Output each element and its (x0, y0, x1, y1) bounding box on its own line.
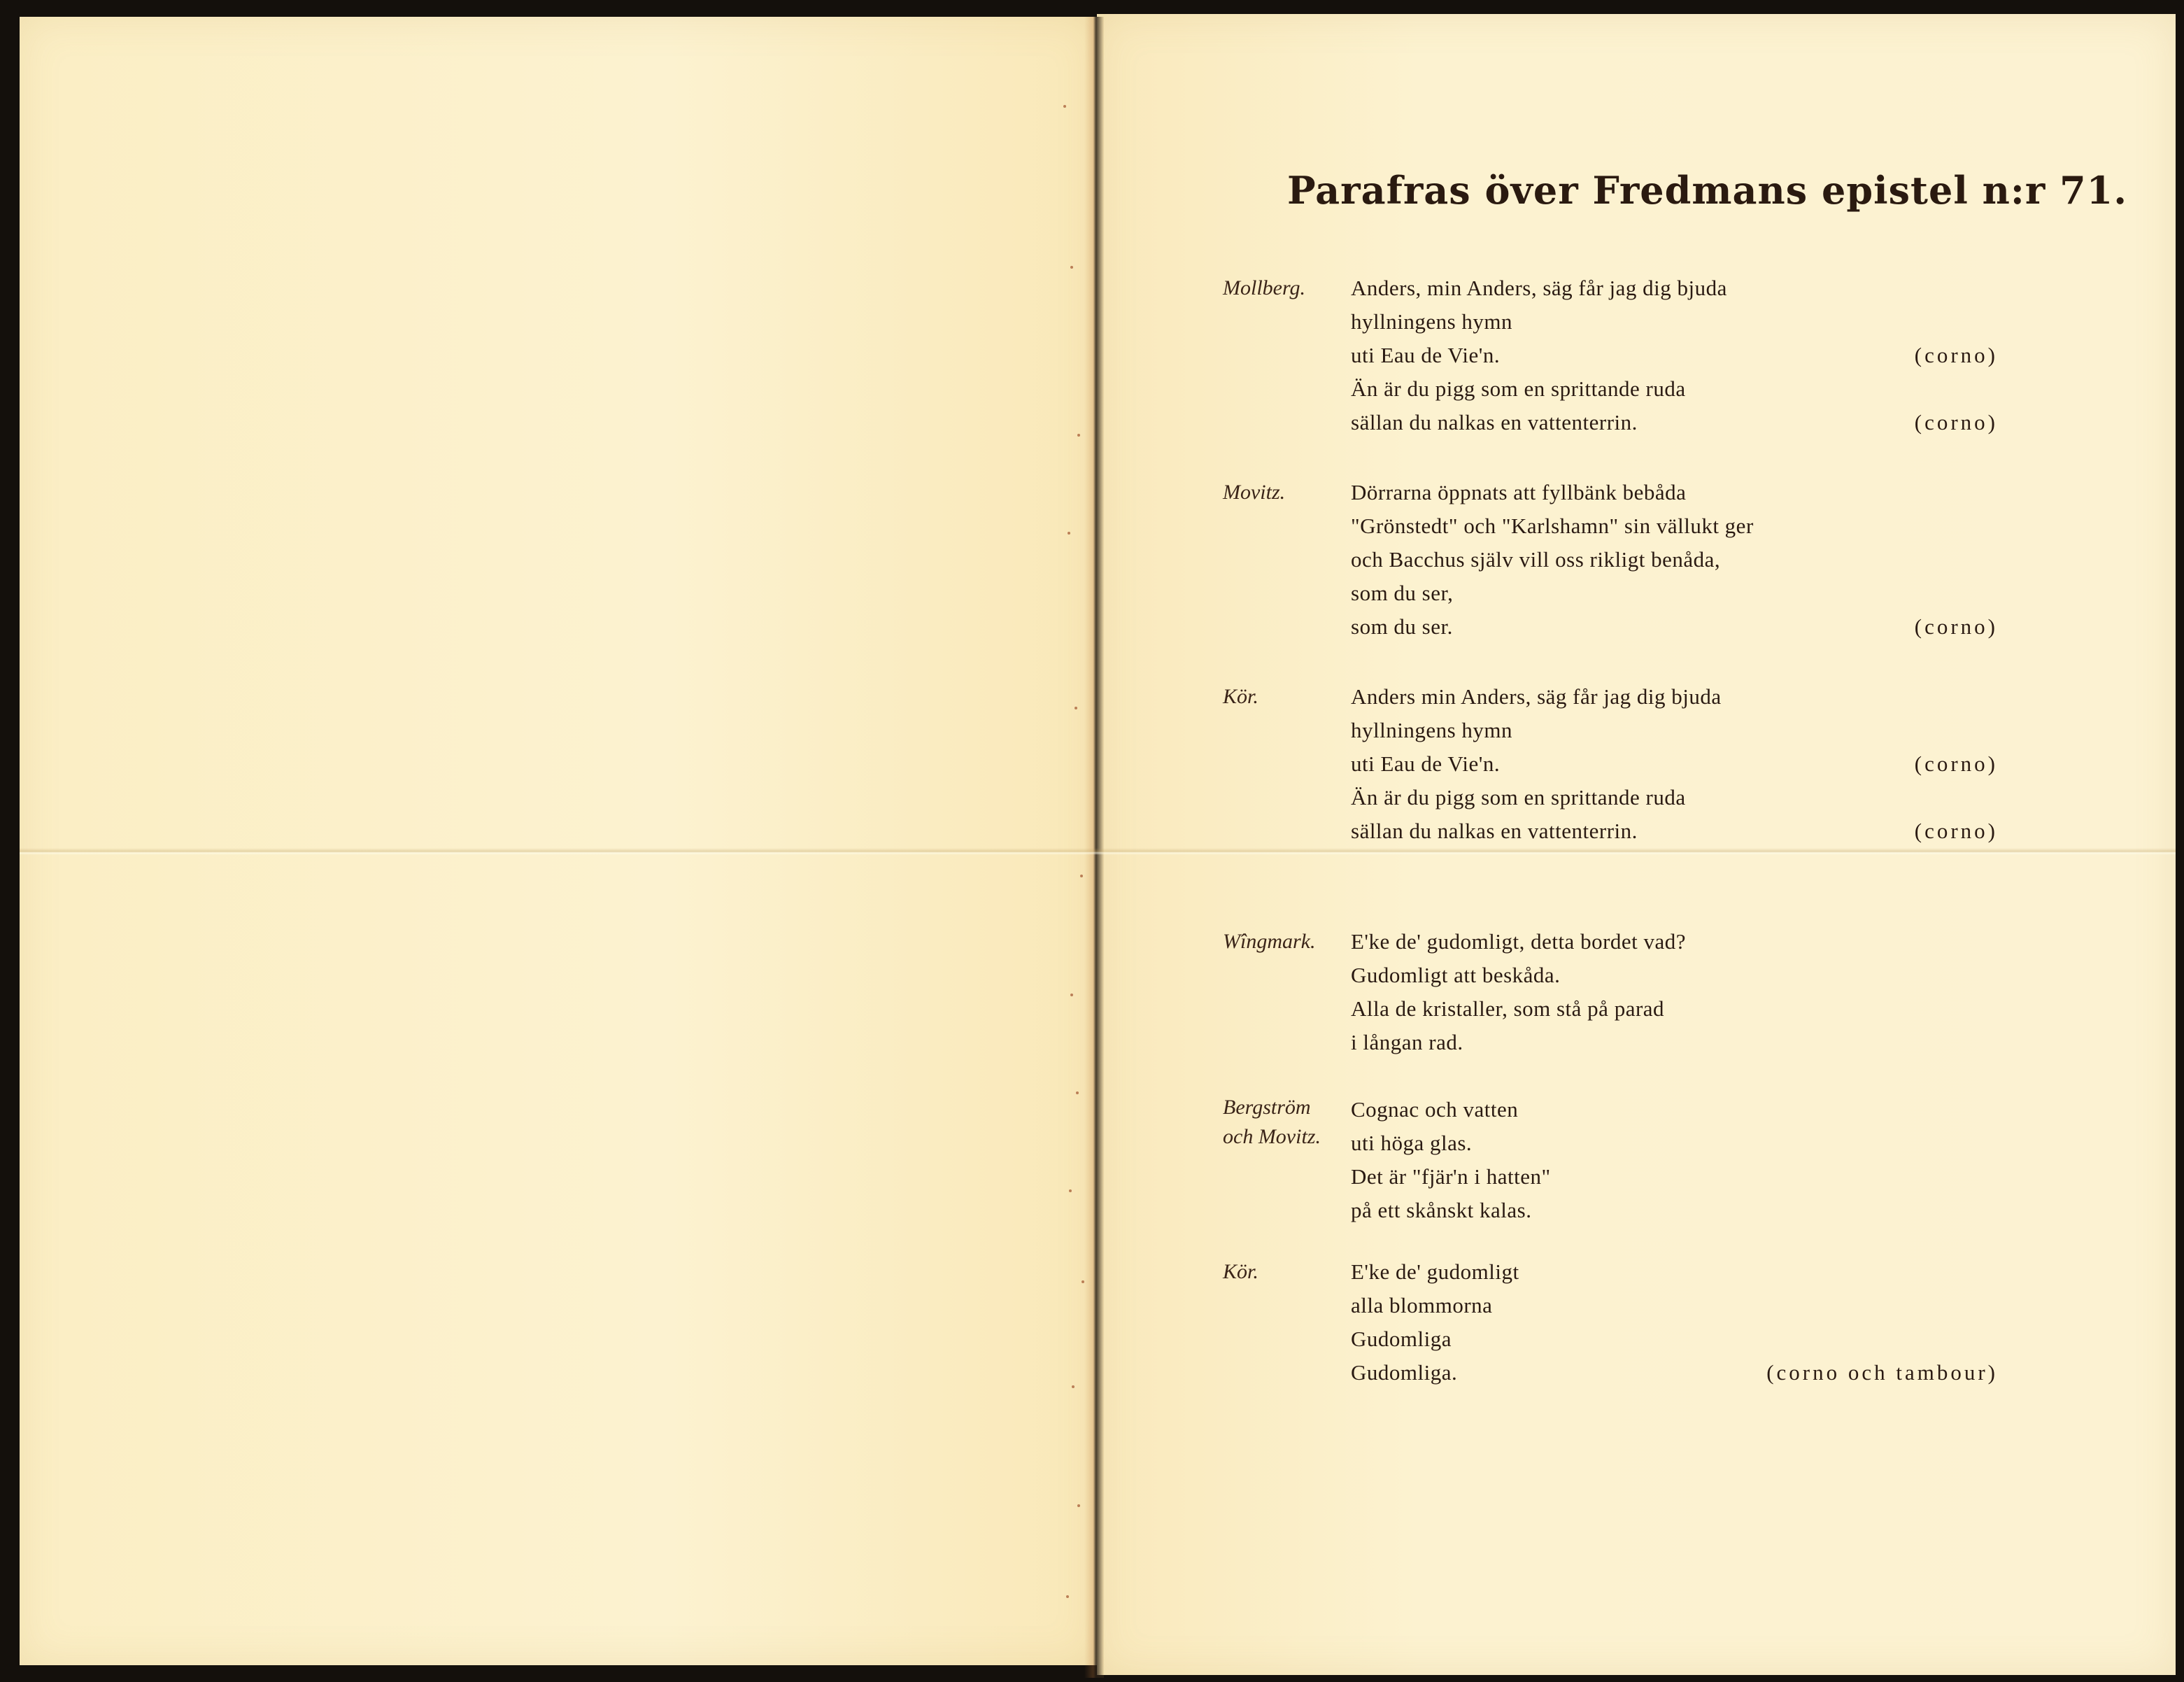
verse-line: Anders min Anders, säg får jag dig bjuda (1351, 684, 1722, 709)
speaker-name: Mollberg. (1223, 276, 1306, 299)
verse-line: på ett skånskt kalas. (1351, 1198, 1532, 1222)
verse-line: som du ser, (1351, 581, 1454, 605)
speaker-name: Bergström och Movitz. (1223, 1096, 1321, 1148)
verse-line: Gudomligt att beskåda. (1351, 963, 1561, 987)
corno-note: (corno) (1914, 614, 1998, 639)
speaker-name: Kör. (1223, 1260, 1258, 1283)
horizontal-fold (20, 848, 2176, 855)
stanza-lines (1351, 476, 1998, 644)
verse-line: E'ke de' gudomligt, detta bordet vad? (1351, 929, 1687, 954)
verse-line: E'ke de' gudomligt (1351, 1259, 1519, 1284)
speaker-name: Movitz. (1223, 481, 1286, 504)
corno-note: (corno) (1914, 751, 1998, 776)
verse-line: Anders, min Anders, säg får jag dig bjuda (1351, 276, 1727, 300)
left-page (20, 17, 1097, 1665)
document-title: Parafras över Fredmans epistel n:r 71. (1287, 168, 2128, 213)
verse-line: sällan du nalkas en vattenterrin. (corno) (1351, 814, 1994, 848)
stanza-lines (1351, 271, 1998, 439)
verse-line: Cognac och vatten (1351, 1097, 1519, 1122)
verse-line: Än är du pigg som en sprittande ruda (1351, 376, 1686, 401)
verse-line: i långan rad. (1351, 1030, 1463, 1054)
verse-line: Dörrarna öppnats att fyllbänk bebåda (1351, 480, 1687, 504)
speaker-name: Wîngmark. (1223, 930, 1316, 953)
verse-line: alla blommorna (1351, 1293, 1493, 1317)
verse-line: hyllningens hymn (1351, 309, 1513, 334)
verse-line: Alla de kristaller, som stå på parad (1351, 996, 1665, 1021)
corno-tambour-note: (corno och tambour) (1766, 1360, 1998, 1385)
corno-note: (corno) (1914, 410, 1998, 434)
page-gutter (1084, 17, 1104, 1678)
verse-line: Det är "fjär'n i hatten" (1351, 1164, 1551, 1189)
stanza-lines (1351, 1255, 1998, 1390)
corno-note: (corno) (1914, 819, 1998, 843)
verse-line: hyllningens hymn (1351, 718, 1513, 742)
verse-line: sällan du nalkas en vattenterrin. (corno) (1351, 406, 1994, 439)
verse-line: och Bacchus själv vill oss rikligt benåda, (1351, 547, 1721, 572)
verse-line: Gudomliga (1351, 1327, 1452, 1351)
verse-line: uti Eau de Vie'n. (corno) (1351, 339, 1994, 372)
verse-line: Än är du pigg som en sprittande ruda (1351, 785, 1686, 810)
verse-line: uti Eau de Vie'n. (corno) (1351, 747, 1994, 781)
corno-note: (corno) (1914, 343, 1998, 367)
speaker-name: Kör. (1223, 685, 1258, 708)
verse-line: uti höga glas. (1351, 1131, 1473, 1155)
verse-line: "Grönstedt" och "Karlshamn" sin vällukt ger (1351, 514, 1754, 538)
stanza-lines (1351, 1093, 1994, 1227)
stanza-lines (1351, 925, 1994, 1059)
verse-line: Gudomliga. (corno och tambour) (1351, 1356, 1994, 1390)
stanza-lines (1351, 680, 1998, 848)
verse-line: som du ser. (corno) (1351, 610, 1994, 644)
